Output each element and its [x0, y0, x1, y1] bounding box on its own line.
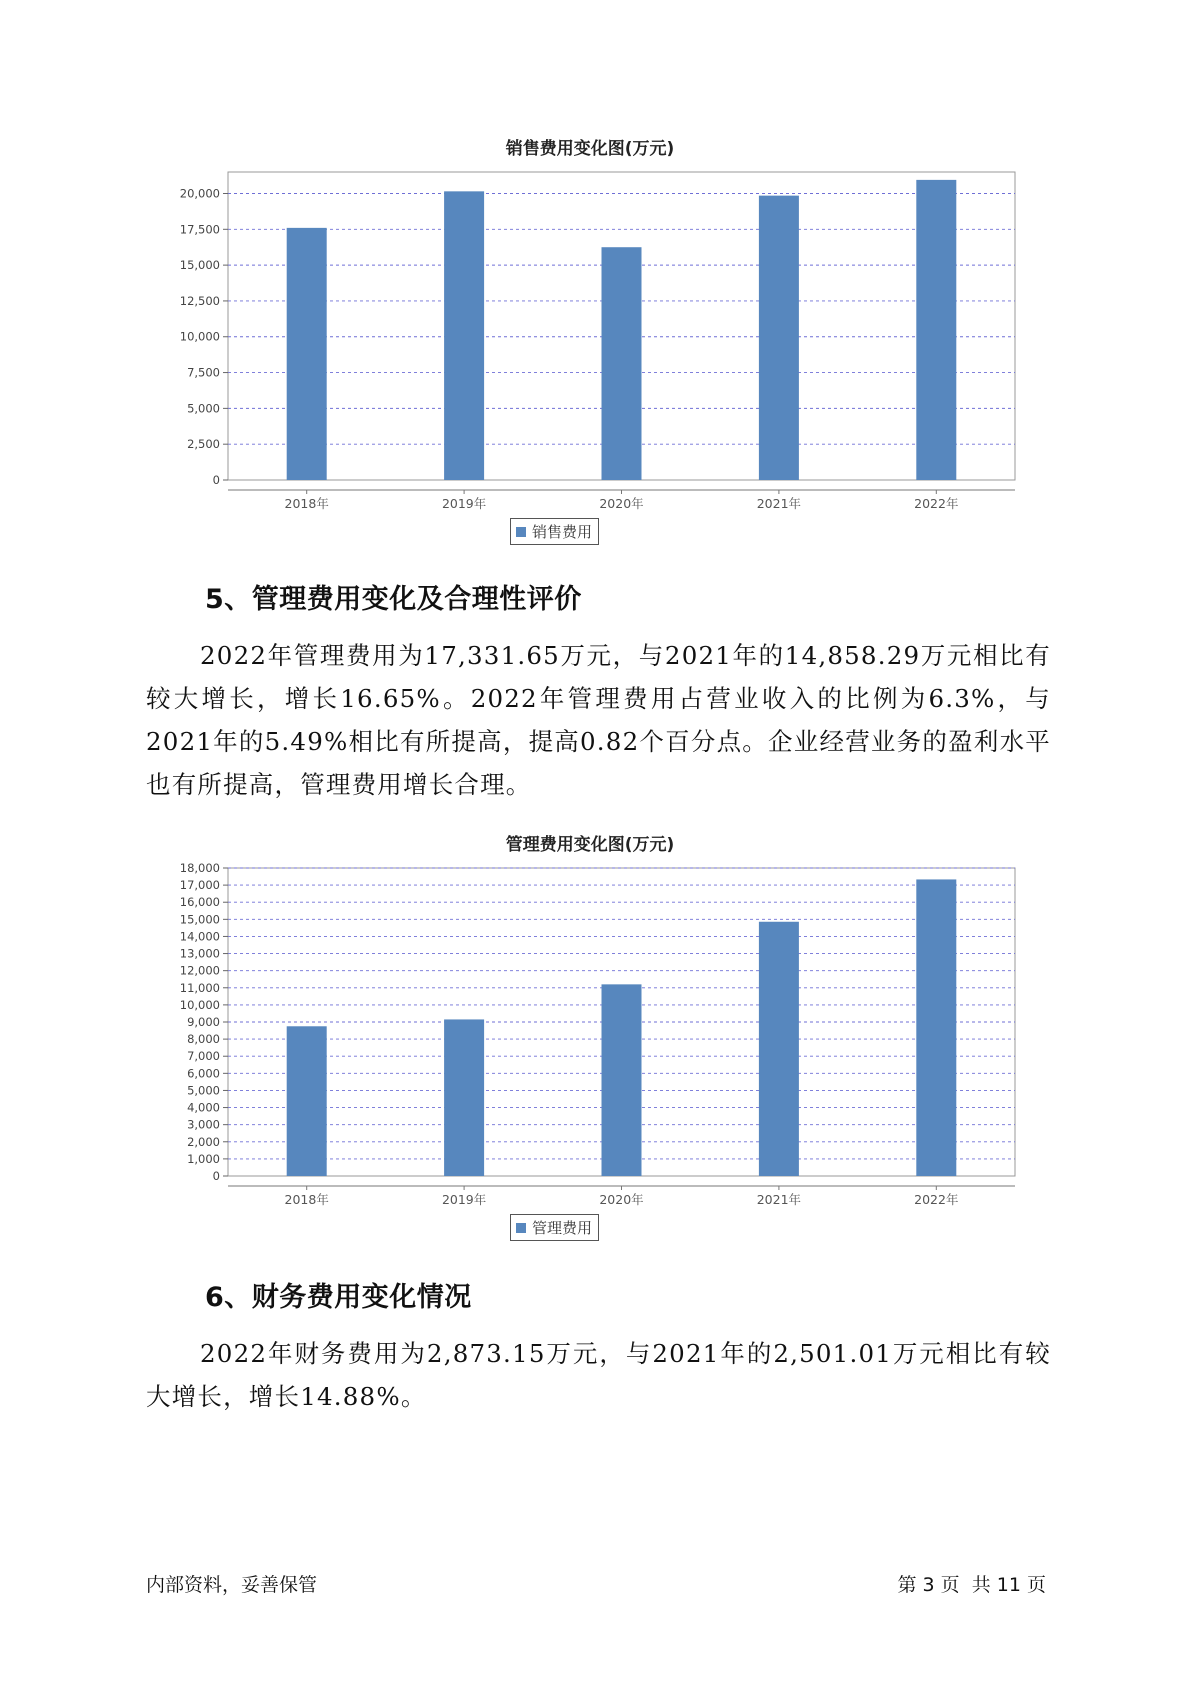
y-tick-label: 4,000: [187, 1100, 220, 1115]
footer-left: 内部资料，妥善保管: [146, 1574, 318, 1596]
y-tick-label: 15,000: [179, 912, 220, 927]
chart-legend: [510, 1214, 599, 1241]
y-tick-label: 17,000: [179, 878, 220, 893]
bar: [287, 1026, 327, 1176]
y-tick-label: 18,000: [179, 861, 220, 875]
x-tick-label: 2020年: [599, 1192, 644, 1207]
y-tick-label: 9,000: [187, 1015, 220, 1029]
bar: [759, 196, 799, 480]
x-tick-label: 2018年: [284, 1192, 329, 1207]
x-tick-label: 2020年: [599, 496, 644, 511]
y-tick-label: 10,000: [179, 329, 220, 344]
x-tick-label: 2022年: [914, 496, 959, 511]
y-tick-label: 3,000: [187, 1117, 220, 1132]
chart-title: 管理费用变化图(万元): [505, 835, 675, 855]
y-tick-label: 6,000: [187, 1066, 220, 1081]
bar: [916, 879, 956, 1176]
paragraph-text: 2022年管理费用为17,331.65万元，与2021年的14,858.29万元相比有较大增长，增长16.65%。2022年管理费用占营业收入的比例为6.3%，与2021年的5.49%相比有所提高，提高0.82个百分点。企业经营业务的盈利水平也有所提高，管理费用增长合理。: [146, 641, 1051, 799]
x-tick-label: 2019年: [441, 1192, 487, 1207]
legend-swatch: [516, 1223, 526, 1233]
x-tick-label: 2021年: [756, 1192, 802, 1207]
x-tick-label: 2021年: [756, 496, 802, 511]
x-tick-label: 2018年: [284, 496, 329, 511]
y-tick-label: 15,000: [179, 258, 220, 273]
y-tick-label: 8,000: [187, 1032, 220, 1047]
y-tick-label: 17,500: [179, 222, 220, 237]
chart-svg: [150, 160, 1030, 550]
y-tick-label: 11,000: [179, 980, 220, 995]
y-tick-label: 20,000: [179, 186, 220, 201]
legend-swatch: [516, 527, 526, 537]
section-heading: 6、财务费用变化情况: [205, 1282, 472, 1313]
y-tick-label: 10,000: [179, 997, 220, 1012]
bar: [602, 247, 642, 480]
legend-label: 管理费用: [532, 1219, 593, 1237]
y-tick-label: 1,000: [187, 1151, 220, 1166]
chart-svg: [150, 856, 1030, 1246]
y-tick-label: 14,000: [179, 929, 220, 944]
y-tick-label: 0: [212, 473, 220, 487]
paragraph-text: 2022年财务费用为2,873.15万元，与2021年的2,501.01万元相比有较大增长，增长14.88%。: [146, 1339, 1051, 1411]
admin-expense-chart: [150, 826, 1030, 1246]
y-tick-label: 12,000: [179, 963, 220, 978]
x-tick-label: 2019年: [441, 496, 487, 511]
y-tick-label: 7,000: [187, 1049, 220, 1064]
y-tick-label: 2,000: [187, 1134, 220, 1149]
y-tick-label: 16,000: [179, 895, 220, 910]
y-tick-label: 5,000: [187, 1083, 220, 1098]
footer-page-number: 第 3 页 共 11 页: [897, 1574, 1046, 1596]
bar: [444, 191, 484, 480]
chart-legend: [510, 518, 599, 545]
legend-label: 销售费用: [532, 523, 593, 541]
bar: [602, 984, 642, 1176]
x-tick-label: 2022年: [914, 1192, 959, 1207]
bar: [916, 180, 956, 480]
bar: [444, 1019, 484, 1176]
sales-expense-chart: [150, 130, 1030, 550]
section-heading: 5、管理费用变化及合理性评价: [205, 584, 582, 615]
y-tick-label: 13,000: [179, 946, 220, 961]
chart-title: 销售费用变化图(万元): [505, 139, 675, 159]
y-tick-label: 2,500: [187, 437, 220, 452]
section-paragraph: [146, 634, 1051, 806]
bar: [287, 228, 327, 480]
y-tick-label: 5,000: [187, 401, 220, 416]
bar: [759, 922, 799, 1176]
y-tick-label: 7,500: [187, 365, 220, 380]
section-paragraph: [146, 1332, 1051, 1418]
y-tick-label: 12,500: [179, 293, 220, 308]
y-tick-label: 0: [212, 1169, 220, 1183]
